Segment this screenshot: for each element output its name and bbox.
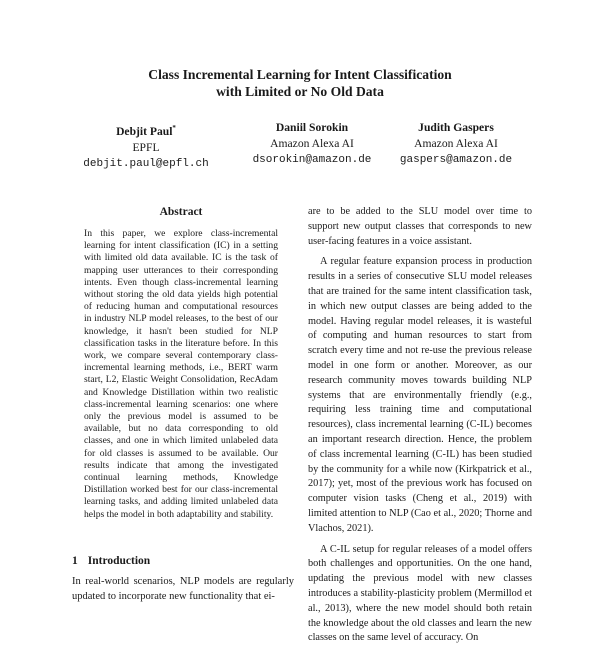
title-line-2: with Limited or No Old Data xyxy=(216,84,384,99)
right-column xyxy=(308,205,532,646)
paragraph: are to be added to the SLU model over time to support new output classes that corresponds to new user-facing features in a voice assistant. xyxy=(308,206,532,247)
paragraph: A regular feature expansion process in production results in a series of consecutive SLU model releases that are trained for the same intent classification task, in which new output classes are being added to the model. Having regular model releases, it is wasteful of computing and human resources to start from scratch every time and not re-use the previous release model in one form or another. Moreover, as our research community moves towards building NLP systems that are environmentally friendly (e.g., requiring less training time and computational resources), class incremental learning (C-IL) becomes an important research direction. Hence, the problem of class incremental learning (C-IL) has been studied by the community for a while now (Kirkpatrick et al., 2017); yet, most of the previous work has focused on computer vision tasks (Cheng et al., 2019) with limited attention to NLP (Cao et al., 2020; Thorne and Vlachos, 2021). xyxy=(308,256,532,534)
section-heading xyxy=(72,555,150,567)
author-3 xyxy=(356,120,556,168)
author-name: Daniil Sorokin xyxy=(275,121,349,134)
paper-title xyxy=(0,66,600,100)
section-title: Introduction xyxy=(87,555,151,567)
paragraph: A C-IL setup for regular releases of a model offers both challenges and opportunities. On the one hand, updating the previous model with new classes introduces a stability-plasticity problem (Mermillod et al., 2013), where the new model should both retain the knowledge about the old classes and learn the new classes on the same level of accuracy. On xyxy=(308,543,532,644)
abstract-heading: Abstract xyxy=(159,206,203,218)
author-affiliation: EPFL xyxy=(132,140,160,154)
author-email: debjit.paul@epfl.ch xyxy=(83,157,209,170)
author-affiliation: Amazon Alexa AI xyxy=(270,137,354,150)
author-affiliation: Amazon Alexa AI xyxy=(414,137,498,150)
author-email: dsorokin@amazon.de xyxy=(252,154,372,166)
author-name: Debjit Paul* xyxy=(116,124,176,138)
author-email: gaspers@amazon.de xyxy=(399,154,513,166)
section-number: 1 xyxy=(72,555,78,567)
intro-text: In real-world scenarios, NLP models are regularly updated to incorporate new functionality that ei- xyxy=(72,576,294,602)
author-name: Judith Gaspers xyxy=(418,121,494,134)
title-line-1: Class Incremental Learning for Intent Classification xyxy=(148,67,452,82)
abstract-text: In this paper, we explore class-incremental learning for intent classification (IC) in a setting with limited old data available. IC is the task of mapping user utterances to their corresponding intents. Even though class-incremental learning without storing the old data yields high potential of reducing human and computational resources in industry NLP model releases, to the best of our knowledge, it hasn't been studied for NLP classification tasks in the literature before. In this work, we compare several contemporary class-incremental learning methods, i.e., BERT warm start, L2, Elastic Weight Consolidation, RecAdam and Knowledge Distillation within two realistic class-incremental learning scenarios: one where only the previous model is assumed to be available, but no data corresponding to old classes, and one in which limited unlabeled data for old classes is assumed to be available. Our results indicate that among the investigated continual learning methods, Knowledge Distillation worked best for our class-incremental learning tasks, and adding limited unlabeled data helps the model in both adaptability and stability. xyxy=(84,228,278,520)
